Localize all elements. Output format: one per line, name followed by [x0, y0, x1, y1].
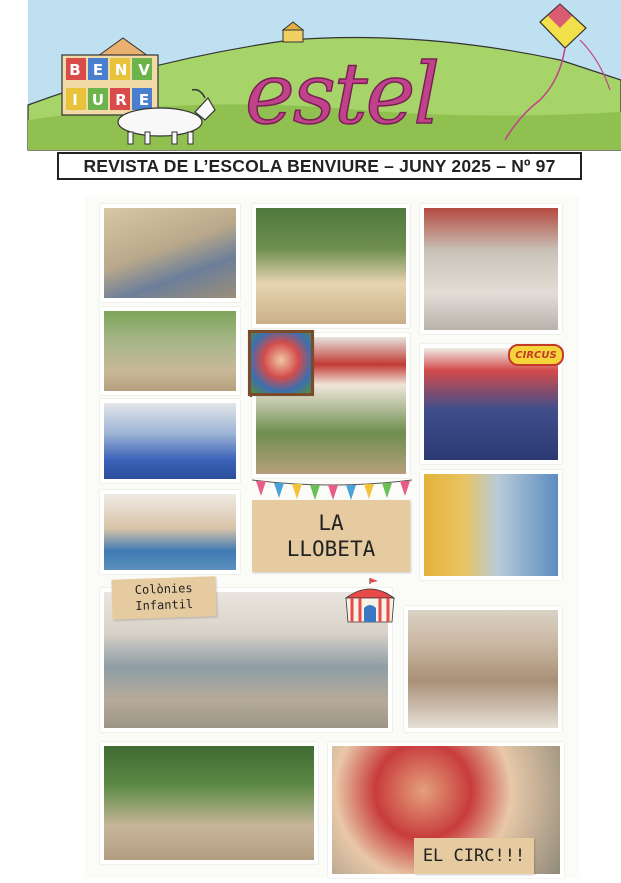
photo-kids-with-toys	[404, 606, 562, 732]
block-letter: N	[114, 61, 128, 79]
colonies-line2: Infantil	[135, 596, 194, 614]
block-letter: R	[115, 91, 127, 109]
colonies-line1: Colònies	[134, 581, 193, 598]
photo-kids-luggage	[100, 204, 240, 302]
circus-tag: CIRCUS	[508, 344, 564, 366]
photo-group-trees	[100, 742, 318, 864]
photo-clown-portrait-front	[248, 330, 314, 396]
block-letter: E	[92, 61, 104, 79]
photo-garden-play	[100, 307, 240, 395]
block-letter: B	[69, 61, 81, 79]
circus-tent-icon	[342, 576, 398, 624]
colonies-infantil-sticker	[111, 576, 216, 620]
photo-kids-indoor-play	[420, 204, 562, 334]
block-letter: I	[72, 91, 78, 109]
block-letter: E	[138, 91, 150, 109]
el-circ-sticker	[414, 838, 534, 874]
bunting-decoration	[252, 478, 412, 502]
magazine-logo: estel	[245, 45, 439, 143]
issue-title-bar: REVISTA DE L’ESCOLA BENVIURE – JUNY 2025 – Nº 97	[57, 152, 582, 180]
la-llobeta-sticker	[252, 500, 410, 572]
magazine-header	[0, 0, 621, 190]
school-name-blocks	[64, 57, 156, 113]
la-llobeta-line2: LLOBETA	[286, 537, 376, 561]
photo-kids-blankets	[100, 490, 240, 574]
el-circ-label: EL CIRC!!!	[422, 846, 526, 866]
photo-group-garden	[252, 204, 410, 328]
photo-kids-yellow-doors	[420, 470, 562, 580]
la-llobeta-line1: LA	[318, 510, 344, 535]
block-letter: U	[91, 91, 105, 109]
photo-bouncy-castle	[100, 399, 240, 483]
block-letter: V	[138, 61, 150, 79]
